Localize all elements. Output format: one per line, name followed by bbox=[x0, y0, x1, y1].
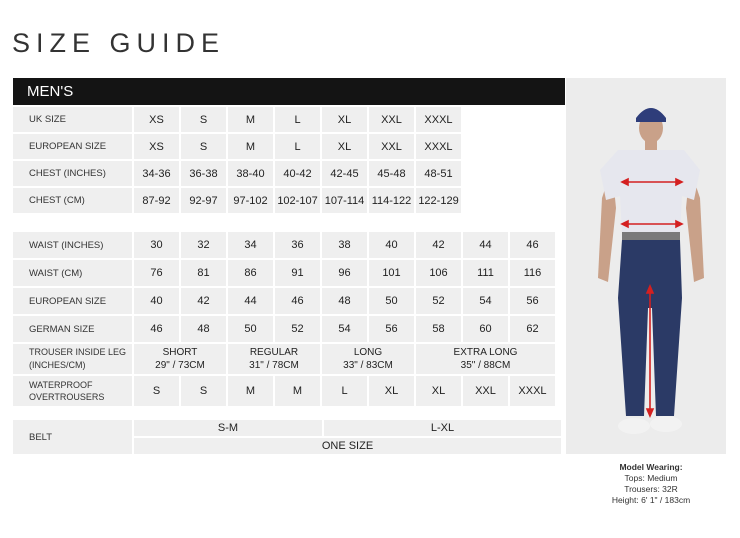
cell: 86 bbox=[228, 260, 273, 286]
cell: 46 bbox=[134, 316, 179, 342]
model-info bbox=[596, 462, 706, 506]
cell: XL bbox=[322, 107, 367, 132]
cell: 81 bbox=[181, 260, 226, 286]
table-row bbox=[13, 188, 461, 213]
tops-size-table bbox=[11, 105, 463, 215]
cell: 40-42 bbox=[275, 161, 320, 186]
cell: 44 bbox=[463, 232, 508, 258]
row-label: CHEST (INCHES) bbox=[13, 161, 132, 186]
page-title: SIZE GUIDE bbox=[12, 28, 226, 58]
leg-short: SHORT 29" / 73CM bbox=[134, 344, 226, 374]
row-label: EUROPEAN SIZE bbox=[13, 288, 132, 314]
cell: 48 bbox=[181, 316, 226, 342]
cell: 114-122 bbox=[369, 188, 414, 213]
leg-regular: REGULAR 31" / 78CM bbox=[228, 344, 320, 374]
cell: XXL bbox=[369, 134, 414, 159]
cell: 101 bbox=[369, 260, 414, 286]
cell: XXXL bbox=[510, 376, 555, 406]
cell: 54 bbox=[463, 288, 508, 314]
cell: L bbox=[322, 376, 367, 406]
row-label: BELT bbox=[13, 420, 132, 454]
cell: M bbox=[275, 376, 320, 406]
leg-extra-long: EXTRA LONG 35" / 88CM bbox=[416, 344, 555, 374]
table-row bbox=[13, 420, 561, 436]
cell: 42-45 bbox=[322, 161, 367, 186]
cell: XS bbox=[134, 107, 179, 132]
cell: 52 bbox=[416, 288, 461, 314]
cell: 50 bbox=[369, 288, 414, 314]
model-trousers: Trousers: 32R bbox=[624, 484, 678, 494]
overtrousers-row bbox=[13, 376, 555, 406]
cell: XL bbox=[416, 376, 461, 406]
row-label: WAIST (INCHES) bbox=[13, 232, 132, 258]
cell: 36-38 bbox=[181, 161, 226, 186]
model-heading: Model Wearing: bbox=[619, 462, 683, 472]
cell: L bbox=[275, 107, 320, 132]
leg-long: LONG 33" / 83CM bbox=[322, 344, 414, 374]
cell: 76 bbox=[134, 260, 179, 286]
cell: 116 bbox=[510, 260, 555, 286]
cell: 38 bbox=[322, 232, 367, 258]
belt-size-table bbox=[11, 418, 563, 456]
trousers-size-table bbox=[11, 230, 557, 408]
row-label: WATERPROOF OVERTROUSERS bbox=[13, 376, 132, 406]
cell: 87-92 bbox=[134, 188, 179, 213]
row-label: WAIST (CM) bbox=[13, 260, 132, 286]
row-label: TROUSER INSIDE LEG (INCHES/CM) bbox=[13, 344, 132, 374]
section-banner-mens: MEN'S bbox=[13, 78, 565, 105]
table-row bbox=[13, 316, 555, 342]
table-row bbox=[13, 107, 461, 132]
belt-size-lxl: L-XL bbox=[324, 420, 561, 436]
model-height: Height: 6' 1" / 183cm bbox=[611, 495, 691, 505]
inside-leg-row bbox=[13, 344, 555, 374]
cell: M bbox=[228, 107, 273, 132]
cell: 46 bbox=[510, 232, 555, 258]
cell: 34 bbox=[228, 232, 273, 258]
cell: 45-48 bbox=[369, 161, 414, 186]
cell: 96 bbox=[322, 260, 367, 286]
cell: 40 bbox=[134, 288, 179, 314]
belt-one-size: ONE SIZE bbox=[134, 438, 561, 454]
model-photo bbox=[566, 78, 726, 454]
model-tops: Tops: Medium bbox=[624, 473, 678, 483]
cell: 56 bbox=[369, 316, 414, 342]
cell: 106 bbox=[416, 260, 461, 286]
cell: 48 bbox=[322, 288, 367, 314]
cell: 34-36 bbox=[134, 161, 179, 186]
cell: 56 bbox=[510, 288, 555, 314]
cell: XXXL bbox=[416, 134, 461, 159]
cell: 91 bbox=[275, 260, 320, 286]
cell: 44 bbox=[228, 288, 273, 314]
cell: M bbox=[228, 134, 273, 159]
cell: 42 bbox=[416, 232, 461, 258]
cell: XL bbox=[322, 134, 367, 159]
cell: XS bbox=[134, 134, 179, 159]
row-label: CHEST (CM) bbox=[13, 188, 132, 213]
cell: 50 bbox=[228, 316, 273, 342]
row-label: EUROPEAN SIZE bbox=[13, 134, 132, 159]
cell: M bbox=[228, 376, 273, 406]
table-row bbox=[13, 232, 555, 258]
cell: 48-51 bbox=[416, 161, 461, 186]
cell: 102-107 bbox=[275, 188, 320, 213]
model-figure-icon bbox=[566, 78, 726, 454]
cell: S bbox=[181, 376, 226, 406]
cell: XXL bbox=[369, 107, 414, 132]
cell: 32 bbox=[181, 232, 226, 258]
cell: L bbox=[275, 134, 320, 159]
cell: 60 bbox=[463, 316, 508, 342]
cell: S bbox=[134, 376, 179, 406]
cell: 97-102 bbox=[228, 188, 273, 213]
cell: 30 bbox=[134, 232, 179, 258]
cell: XL bbox=[369, 376, 414, 406]
cell: S bbox=[181, 134, 226, 159]
cell: S bbox=[181, 107, 226, 132]
cell: 122-129 bbox=[416, 188, 461, 213]
table-row bbox=[13, 134, 461, 159]
cell: 52 bbox=[275, 316, 320, 342]
row-label: GERMAN SIZE bbox=[13, 316, 132, 342]
cell: 58 bbox=[416, 316, 461, 342]
cell: 38-40 bbox=[228, 161, 273, 186]
belt-size-sm: S-M bbox=[134, 420, 322, 436]
cell: 40 bbox=[369, 232, 414, 258]
cell: 107-114 bbox=[322, 188, 367, 213]
cell: 54 bbox=[322, 316, 367, 342]
cell: 62 bbox=[510, 316, 555, 342]
cell: 92-97 bbox=[181, 188, 226, 213]
cell: 36 bbox=[275, 232, 320, 258]
cell: 111 bbox=[463, 260, 508, 286]
table-row bbox=[13, 288, 555, 314]
cell: 46 bbox=[275, 288, 320, 314]
row-label: UK SIZE bbox=[13, 107, 132, 132]
cell: 42 bbox=[181, 288, 226, 314]
cell: XXL bbox=[463, 376, 508, 406]
cell: XXXL bbox=[416, 107, 461, 132]
table-row bbox=[13, 260, 555, 286]
table-row bbox=[13, 161, 461, 186]
